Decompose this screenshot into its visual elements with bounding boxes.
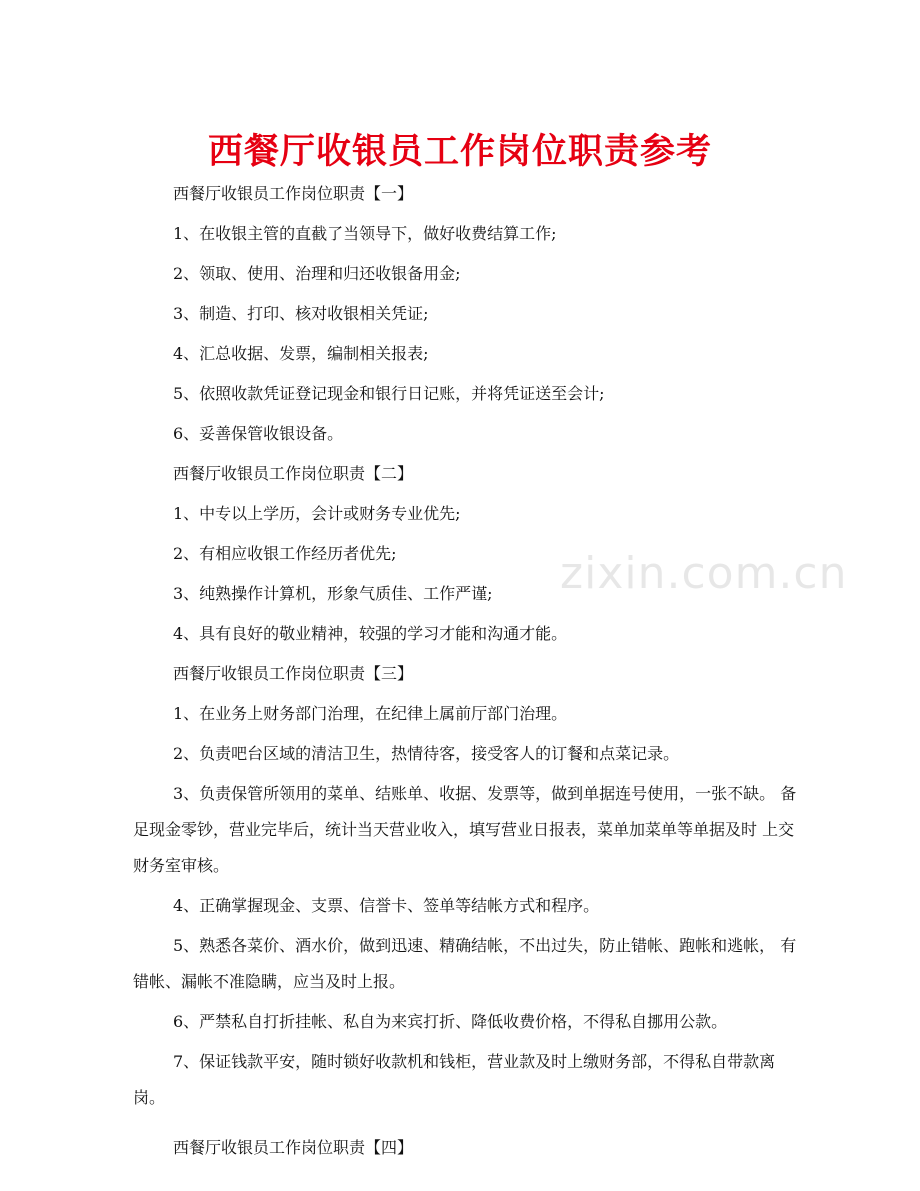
section-heading: 西餐厅收银员工作岗位职责【三】	[173, 664, 414, 683]
list-item: 2、负责吧台区域的清洁卫生，热情待客，接受客人的订餐和点菜记录。	[173, 744, 680, 763]
list-item: 2、有相应收银工作经历者优先;	[173, 544, 397, 563]
list-item: 1、中专以上学历，会计或财务专业优先;	[173, 504, 461, 523]
list-item: 4、具有良好的敬业精神，较强的学习才能和沟通才能。	[173, 624, 568, 643]
document-body	[133, 176, 803, 1166]
list-item: 3、制造、打印、核对收银相关凭证;	[173, 304, 429, 323]
section-heading: 西餐厅收银员工作岗位职责【四】	[173, 1138, 414, 1157]
list-item: 5、依照收款凭证登记现金和银行日记账，并将凭证送至会计;	[173, 384, 605, 403]
section-heading: 西餐厅收银员工作岗位职责【二】	[173, 464, 414, 483]
watermark: zixin.com.cn	[560, 548, 848, 599]
list-item: 1、在业务上财务部门治理，在纪律上属前厅部门治理。	[173, 704, 568, 723]
list-item: 5、熟悉各菜价、酒水价，做到迅速、精确结帐，不出过失，防止错帐、跑帐和逃帐， 有错帐、漏帐不准隐瞒，应当及时上报。	[133, 936, 797, 991]
list-item: 3、负责保管所领用的菜单、结账单、收据、发票等，做到单据连号使用，一张不缺。 备足现金零钞，营业完毕后，统计当天营业收入，填写营业日报表，菜单加菜单等单据及时 上交财务室审核。	[133, 784, 797, 875]
list-item: 6、妥善保管收银设备。	[173, 424, 344, 443]
list-item: 1、在收银主管的直截了当领导下，做好收费结算工作;	[173, 224, 557, 243]
document-title: 西餐厅收银员工作岗位职责参考	[207, 132, 712, 172]
section-heading: 西餐厅收银员工作岗位职责【一】	[173, 184, 414, 203]
list-item: 2、领取、使用、治理和归还收银备用金;	[173, 264, 461, 283]
list-item: 3、纯熟操作计算机，形象气质佳、工作严谨;	[173, 584, 493, 603]
list-item: 6、严禁私自打折挂帐、私自为来宾打折、降低收费价格，不得私自挪用公款。	[173, 1012, 728, 1031]
list-item: 4、正确掌握现金、支票、信誉卡、签单等结帐方式和程序。	[173, 896, 600, 915]
list-item: 7、保证钱款平安，随时锁好收款机和钱柜，营业款及时上缴财务部，不得私自带款离 岗。	[133, 1052, 776, 1107]
list-item: 4、汇总收据、发票，编制相关报表;	[173, 344, 429, 363]
